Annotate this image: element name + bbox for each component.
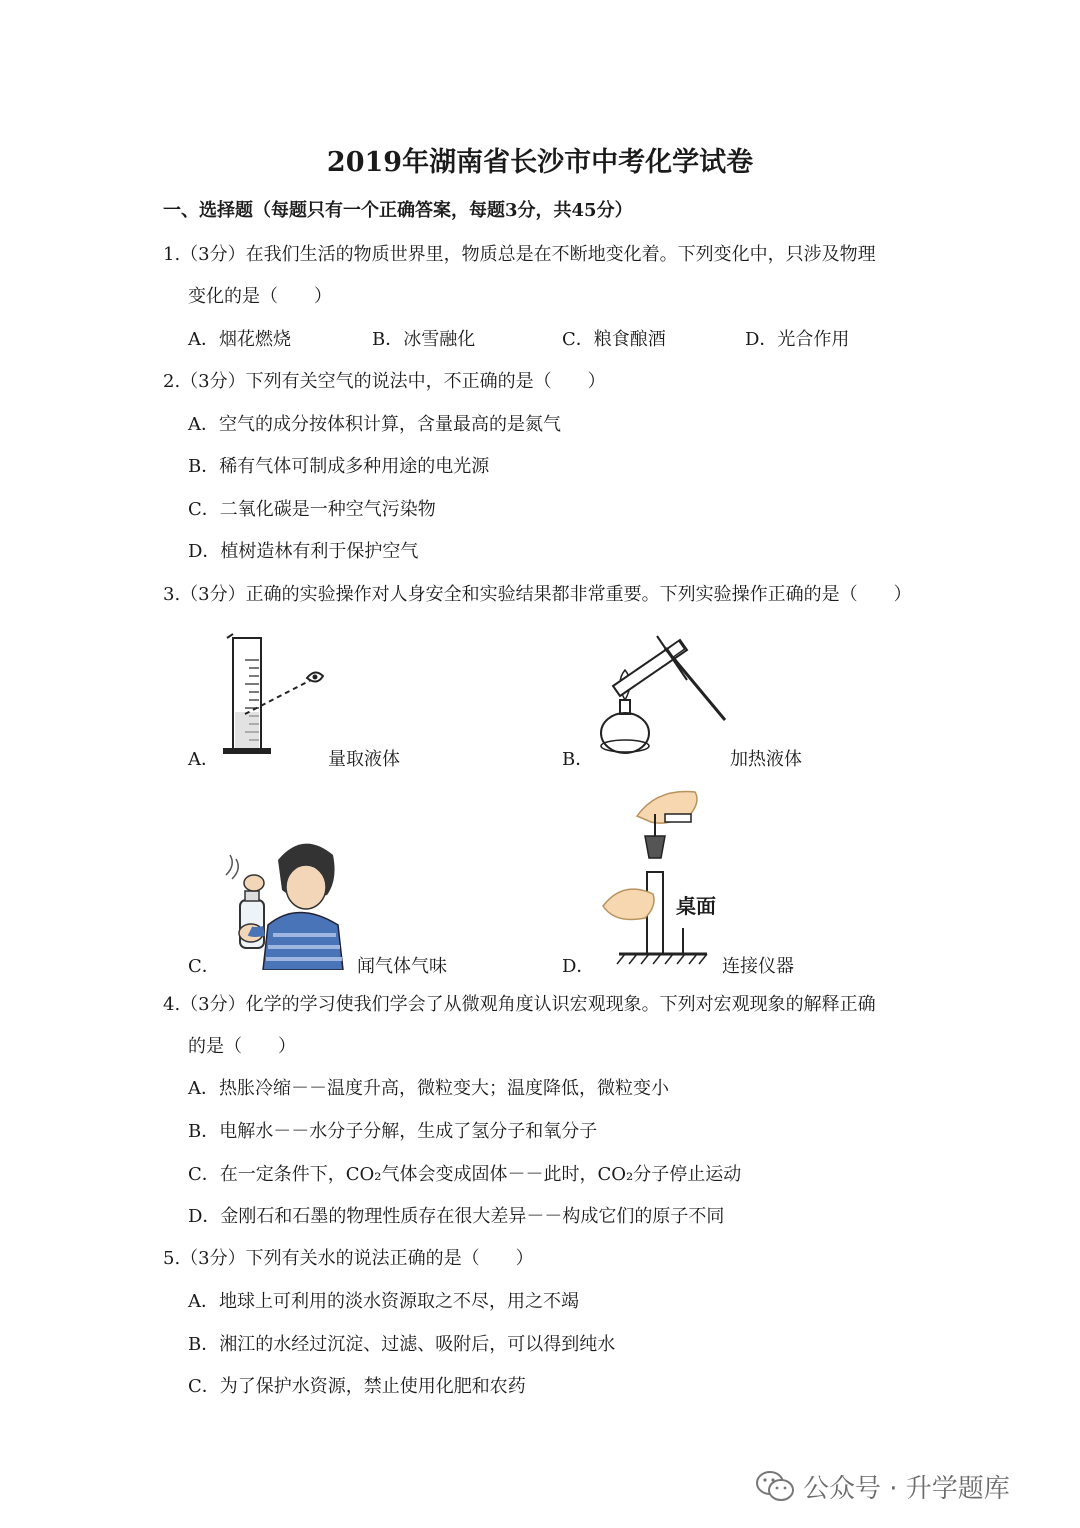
q1-option-a: A．烟花燃烧 [188, 329, 291, 350]
q1-option-c: C．粮食酿酒 [562, 329, 666, 350]
q1-option-b: B．冰雪融化 [372, 329, 476, 350]
q4-stem-line2: 的是（ ） [188, 1036, 296, 1057]
connecting-apparatus-figure [595, 788, 720, 968]
q5-option-a: A．地球上可利用的淡水资源取之不尽，用之不竭 [188, 1291, 579, 1312]
q4-option-d: D．金刚石和石墨的物理性质存在很大差异－－构成它们的原子不同 [188, 1206, 725, 1227]
q3-option-c-letter: C． [188, 956, 220, 977]
q1-stem-line2: 变化的是（ ） [188, 286, 332, 307]
alcohol-lamp-heating-figure [595, 628, 735, 763]
q4-option-b: B．电解水－－水分子分解，生成了氢分子和氧分子 [188, 1121, 598, 1142]
section-heading: 一、选择题（每题只有一个正确答案，每题3分，共45分） [163, 200, 633, 221]
graduated-cylinder-figure [215, 630, 335, 760]
q3-option-b-caption: 加热液体 [730, 749, 802, 770]
q3-option-b-letter: B． [562, 749, 594, 770]
smelling-gas-figure [218, 835, 353, 970]
q5-option-b: B．湘江的水经过沉淀、过滤、吸附后，可以得到纯水 [188, 1334, 616, 1355]
q1-stem-line1: 1.（3分）在我们生活的物质世界里，物质总是在不断地变化着。下列变化中，只涉及物理 [163, 244, 876, 265]
q2-stem: 2.（3分）下列有关空气的说法中，不正确的是（ ） [163, 371, 606, 392]
watermark-text: 公众号 · 升学题库 [803, 1473, 1010, 1504]
q1-option-d: D．光合作用 [745, 329, 850, 350]
q2-option-c: C．二氧化碳是一种空气污染物 [188, 499, 436, 520]
q2-option-d: D．植树造林有利于保护空气 [188, 541, 419, 562]
desk-label: 桌面 [676, 894, 716, 918]
q4-option-a: A．热胀冷缩－－温度升高，微粒变大；温度降低，微粒变小 [188, 1078, 669, 1099]
q3-option-a-caption: 量取液体 [328, 749, 400, 770]
q3-option-d-caption: 连接仪器 [722, 956, 794, 977]
q4-stem-line1: 4.（3分）化学的学习使我们学会了从微观角度认识宏观现象。下列对宏观现象的解释正确 [163, 994, 876, 1015]
q3-option-c-caption: 闻气体气味 [357, 956, 447, 977]
q5-stem: 5.（3分）下列有关水的说法正确的是（ ） [163, 1248, 534, 1269]
q3-stem: 3.（3分）正确的实验操作对人身安全和实验结果都非常重要。下列实验操作正确的是（ ） [163, 584, 912, 605]
q4-option-c: C．在一定条件下，CO₂气体会变成固体－－此时，CO₂分子停止运动 [188, 1164, 742, 1185]
q3-option-d-letter: D． [562, 956, 595, 977]
q2-option-a: A．空气的成分按体积计算，含量最高的是氮气 [188, 414, 561, 435]
q2-option-b: B．稀有气体可制成多种用途的电光源 [188, 456, 490, 477]
watermark [755, 1466, 1010, 1506]
page-title: 2019年湖南省长沙市中考化学试卷 [326, 147, 754, 178]
wechat-icon [755, 1469, 795, 1503]
q5-option-c: C．为了保护水资源，禁止使用化肥和农药 [188, 1376, 526, 1397]
q3-option-a-letter: A． [188, 749, 219, 770]
